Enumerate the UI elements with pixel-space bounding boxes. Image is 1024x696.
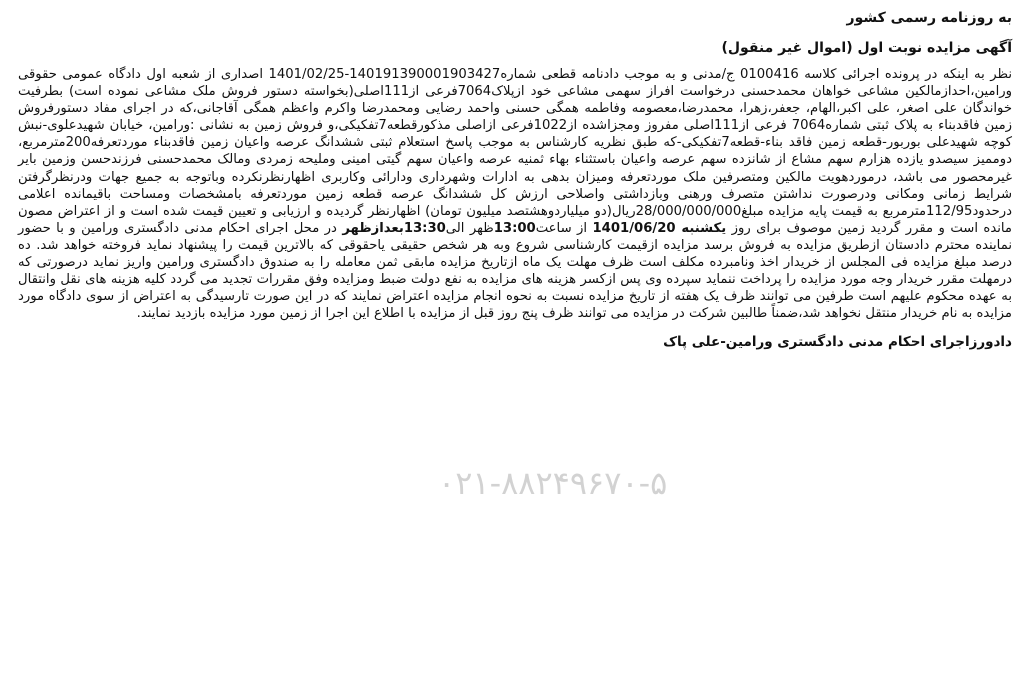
auction-date: یکشنبه 1401/06/20 bbox=[592, 220, 727, 236]
newspaper-header: به روزنامه رسمی کشور bbox=[846, 10, 1012, 26]
body-part-1: نظر به اینکه در پرونده اجرائی کلاسه 0100416 ج/مدنی و به موجب دادنامه قطعی شماره140191390001903427-1401/02/25 اصداری از شعبه اول دادگاه عمومی حقوقی ورامین،احدازمالکین مشاعی خواهان محمدحسنی درخواست افراز سهمی مشاعی خود ازپلاک7064فرعی از111اصلی(بخواسته دستور فروش ملک مشاعی نموده است) بطرفیت خواندگان علی اصغر، علی اکبر،الهام، جعفر،زهرا، محمدرضا،معصومه وفاطمه همگی حسنی واحمد رضایی ومحمدرضا واکرم واعظم همگی آقاجانی،که در اجرای مفاد دستورفروش زمین فاقدبناء به پلاک ثبتی شماره7064 فرعی از111اصلی مفروز ومجزاشده از1022فرعی ازاصلی مذکورقطعه7تفکیکی،و فروش زمین به نشانی :ورامین، خیابان شهیدعلوی-نبش کوچه شهیدعلی بوربور-قطعه زمین فاقد بناء-قطعه7تفکیکی-که طبق نظریه کارشناس به موجب پاسخ استعلام ثبتی ششدانگ عرصه واعیان زمین فاقدبناء موردتعرفه200مترمربع، دوممیز سیصدو یازده هزارم سهم مشاع از شانزده سهم عرصه واعیان باستثناء بهاء ثمنیه عرصه واعیان سهم گیتی امینی وملیحه زمردی ومالک محمدحسنی فرزندحسن وزمین بایر غیرمحصور می باشد، درموردهویت مالکین ومتصرفین ملک موردتعرفه ومیزان بدهی به ادارات وشهرداری ودارائی وکاربری اظهارنظرنکرده وباتوجه به جمیع جهات ودرنظرگرفتن شرایط زمانی ومکانی ودرصورت نداشتن متصرف ورهنی وبازداشتی واصلاحی ارزش کل ششدانگ عرصه قطعه زمین موردتعرفه بامشخصات ومساحت باقیمانده اعلامی درحدود112/95مترمربع به قیمت پایه مزایده مبلغ28/000/000/000ریال(دو میلیاردوهشتصد میلیون تومان) اظهارنظر گردیده و ارزیابی و تعیین قیمت شده است و از اعتراض مصون مانده است و مقرر گردید زمین موصوف برای روز bbox=[18, 67, 1013, 236]
notice-title: آگهی مزایده نوبت اول (اموال غیر منقول) bbox=[721, 40, 1012, 56]
body-part-5: در محل اجرای احکام مدنی دادگستری ورامین و با حضور نماینده محترم دادستان ازطریق مزایده به فروش برسد مزایده ازقیمت کارشناسی شروع وبه هر شخص حقیقی یاحقوقی که بالاترین قیمت را پیشنهاد نماید فروخته خواهد شد. ده درصد مبلغ مزایده فی المجلس از خریدار اخذ ونامبرده مکلف است ظرف مهلت یک ماه ازتاریخ مزایده مابقی ثمن معامله را به صندوق دادگستری ورامین واریز نماید درصورتی که درمهلت مقرر خریدار وجه مورد مزایده را پرداخت ننماید سپرده وی پس ازکسر هزینه های مزایده به نفع دولت ضبط ومزایده وفق مقررات تجدید می گردد کلیه هزینه های نقل وانتقال به عهده محکوم علیهم است طرفین می توانند ظرف یک هفته از تاریخ مزایده نسبت به نحوه انجام مزایده اعتراض نمایند که در این صورت تارسیدگی به اعتراض از سوی دادگاه مورد مزایده به نام خریدار منتقل نخواهد شد،ضمناً طالبین شرکت در مزایده می توانند ظرف پنج روز قبل از مزایده با اطلاع این اجرا از زمین مورد مزایده بازدید نمایند. bbox=[18, 220, 1012, 322]
phone-watermark: ۰۲۱-۸۸۲۴۹۶۷۰-۵ bbox=[438, 464, 668, 502]
auction-time-to: 13:30 bbox=[403, 220, 446, 236]
notice-page bbox=[18, 8, 1012, 688]
body-part-2: از ساعت bbox=[535, 220, 593, 236]
notice-body bbox=[18, 66, 1012, 322]
body-part-3: ظهر الی bbox=[445, 220, 494, 236]
afternoon-label: بعدازظهر bbox=[342, 220, 404, 236]
signature: دادورزاجرای احکام مدنی دادگستری ورامین-علی پاک bbox=[663, 334, 1012, 351]
auction-time-from: 13:00 bbox=[493, 220, 536, 236]
